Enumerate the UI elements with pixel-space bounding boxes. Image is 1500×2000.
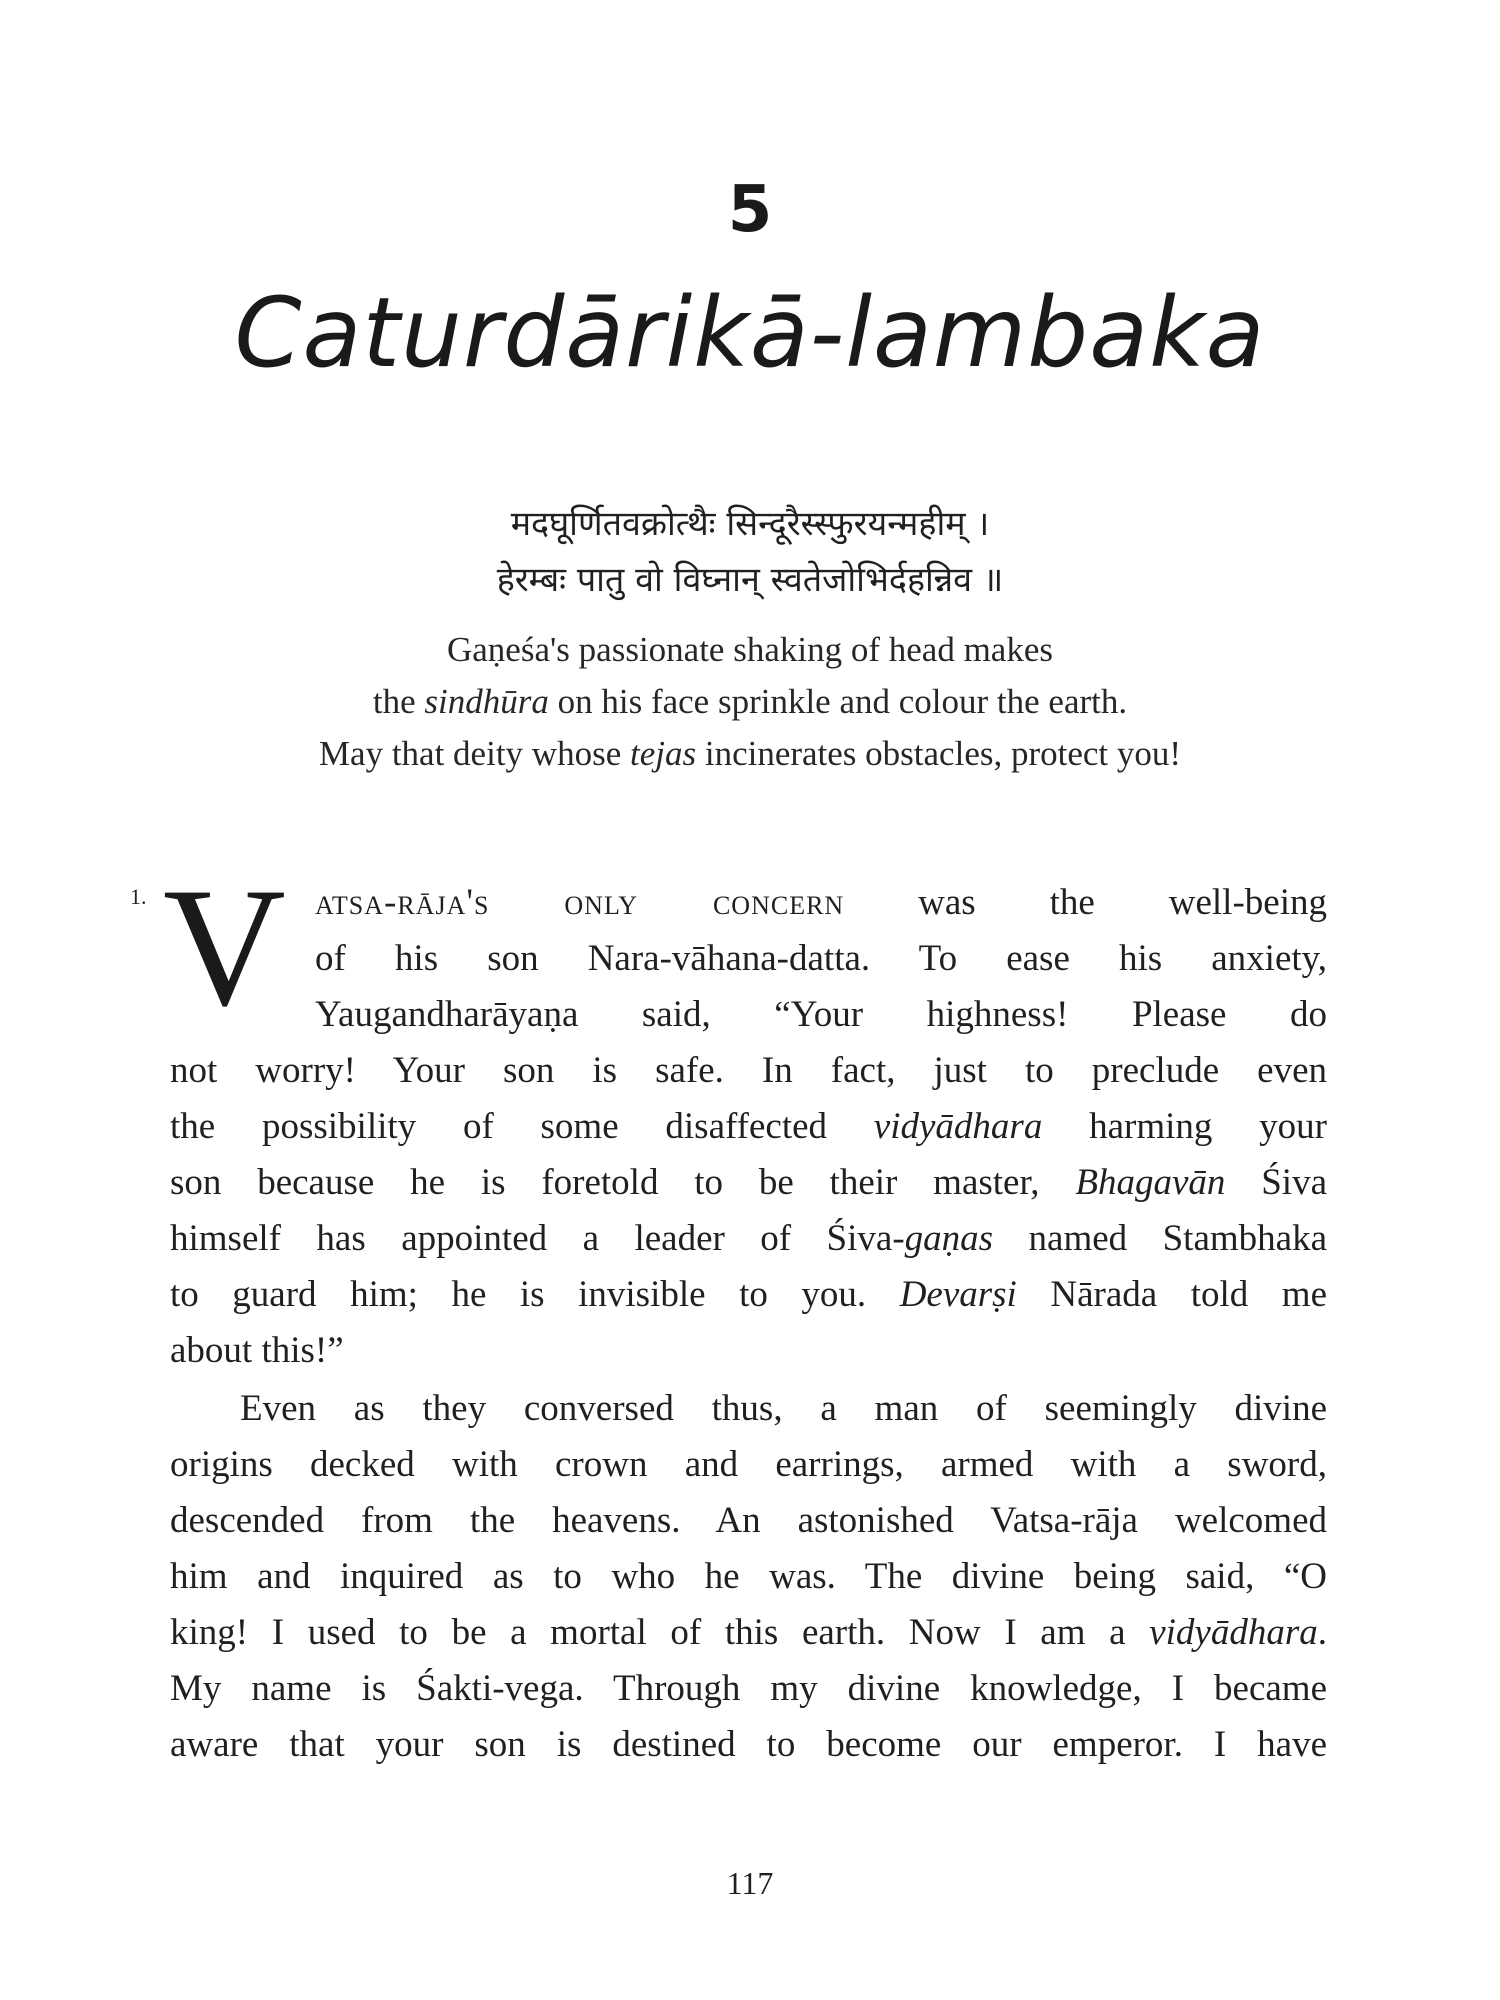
page-number: 117 — [726, 1865, 774, 1901]
body-line-14: king! I used to be a mortal of this earth. Now I am a vidyādhara. — [170, 1612, 1327, 1653]
drop-cap: V — [163, 853, 286, 1041]
chapter-number: 5 — [727, 173, 773, 247]
body-line-3: Yaugandharāyaṇa said, “Your highness! Please do — [315, 994, 1327, 1035]
section-number: 1. — [130, 884, 147, 909]
verse-translation-line-2: the sindhūra on his face sprinkle and colour the earth. — [372, 682, 1128, 721]
body-line-9: about this!” — [170, 1330, 344, 1371]
body-line-7: himself has appointed a leader of Śiva-gaṇas named Stambhaka — [170, 1218, 1328, 1259]
body-line-2: of his son Nara-vāhana-datta. To ease his anxiety, — [315, 938, 1327, 979]
body-line-4: not worry! Your son is safe. In fact, just to preclude even — [170, 1050, 1327, 1091]
body-line-11: origins decked with crown and earrings, armed with a sword, — [170, 1444, 1327, 1485]
chapter-title: Caturdārikā-lambaka — [234, 277, 1266, 389]
body-line-6: son because he is foretold to be their master, Bhagavān Śiva — [170, 1162, 1327, 1203]
body-line-5: the possibility of some disaffected vidyādhara harming your — [170, 1106, 1327, 1147]
body-line-13: him and inquired as to who he was. The divine being said, “O — [170, 1556, 1327, 1597]
body-line-8: to guard him; he is invisible to you. Devarṣi Nārada told me — [170, 1274, 1328, 1315]
sanskrit-verse-line-1: मदघूर्णितवक्रोत्थैः सिन्दूरैस्स्फुरयन्महीम् । — [510, 504, 990, 544]
body-line-12: descended from the heavens. An astonished Vatsa-rāja welcomed — [170, 1500, 1327, 1541]
body-line-16: aware that your son is destined to become our emperor. I have — [170, 1724, 1327, 1765]
body-line-10: Even as they conversed thus, a man of seemingly divine — [240, 1388, 1327, 1429]
body-line-1: atsa-rāja's only concern was the well-being — [315, 882, 1327, 923]
body-line-15: My name is Śakti-vega. Through my divine knowledge, I became — [170, 1668, 1327, 1709]
verse-translation-line-1: Gaṇeśa's passionate shaking of head makes — [447, 630, 1053, 669]
lead-in-smallcaps: atsa-rāja's only concern — [315, 882, 845, 923]
sanskrit-verse-line-2: हेरम्बः पातु वो विघ्नान् स्वतेजोभिर्दहन्निव ॥ — [496, 560, 1004, 600]
verse-translation-line-3: May that deity whose tejas incinerates obstacles, protect you! — [318, 734, 1182, 773]
